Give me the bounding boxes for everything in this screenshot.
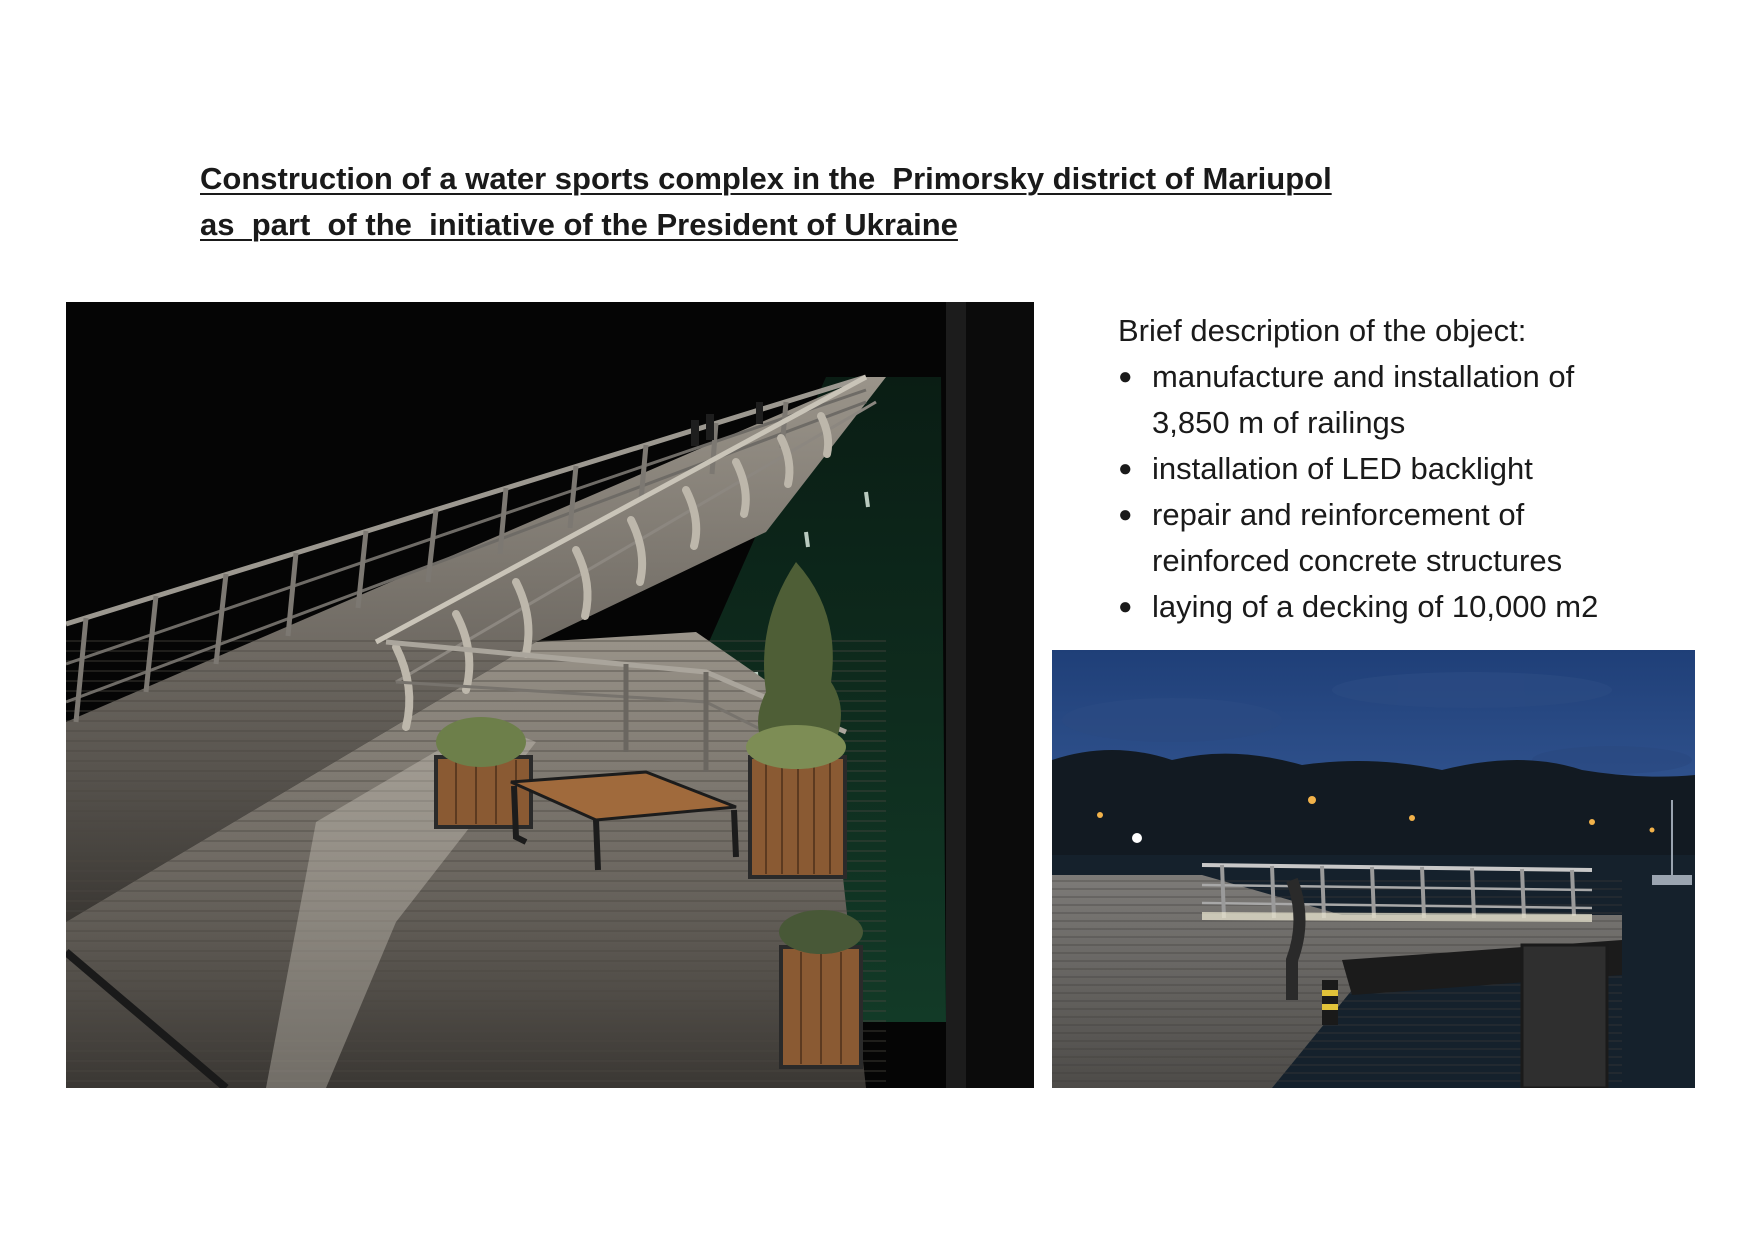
list-item bbox=[1118, 446, 1718, 492]
night-pier-photo bbox=[66, 302, 1034, 1088]
bullet-icon: ● bbox=[1118, 501, 1133, 528]
list-item-text-continued: 3,850 m of railings bbox=[1152, 405, 1406, 440]
list-item bbox=[1118, 492, 1718, 584]
list-item-text: laying of a decking of 10,000 m2 bbox=[1152, 589, 1599, 624]
list-item-text-continued: reinforced concrete structures bbox=[1152, 543, 1563, 578]
title-line-1: Construction of a water sports complex in the Primorsky district of Mariupol bbox=[200, 161, 1332, 196]
title-line-2: as part of the initiative of the President of Ukraine bbox=[200, 207, 958, 242]
list-item-text: manufacture and installation of bbox=[1152, 359, 1575, 394]
object-description bbox=[1118, 308, 1718, 630]
bullet-icon: ● bbox=[1118, 593, 1133, 620]
list-item bbox=[1118, 584, 1718, 630]
page-title bbox=[200, 156, 1500, 248]
dusk-pier-photo bbox=[1052, 650, 1695, 1088]
description-heading: Brief description of the object: bbox=[1118, 313, 1527, 348]
bullet-icon: ● bbox=[1118, 363, 1133, 390]
description-list bbox=[1118, 354, 1718, 630]
list-item bbox=[1118, 354, 1718, 446]
bullet-icon: ● bbox=[1118, 455, 1133, 482]
list-item-text: repair and reinforcement of bbox=[1152, 497, 1525, 532]
list-item-text: installation of LED backlight bbox=[1152, 451, 1533, 486]
